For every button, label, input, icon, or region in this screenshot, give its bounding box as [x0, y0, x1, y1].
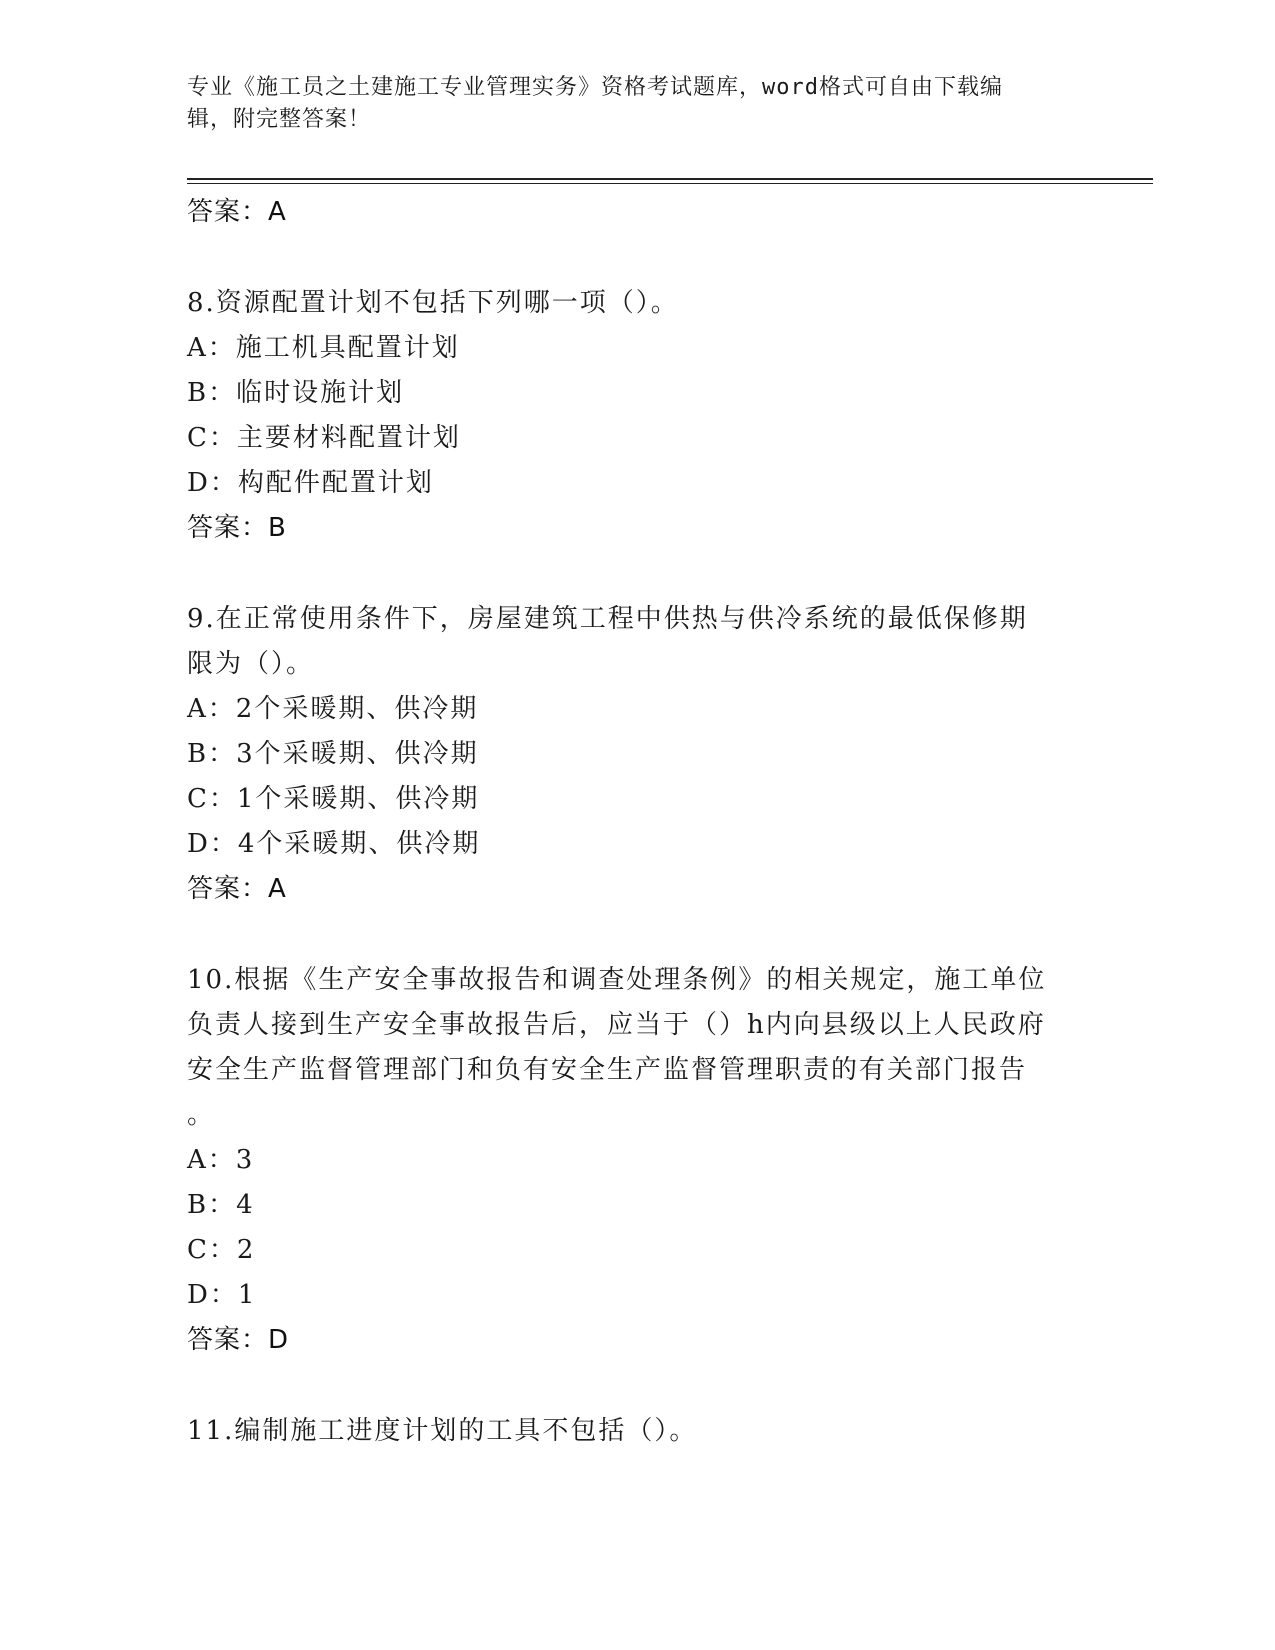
question-list [187, 190, 1087, 1454]
question-10 [187, 958, 1087, 1363]
question-9 [187, 597, 1087, 912]
answer-previous: 答案：A [187, 197, 287, 227]
question-9-stem-line-2: 限为（）。 [187, 649, 315, 679]
question-11 [187, 1409, 1087, 1454]
question-8 [187, 281, 1087, 551]
question-10-answer: 答案：D [187, 1325, 290, 1355]
question-8-option-b: B：临时设施计划 [187, 378, 405, 408]
question-9-option-b: B：3个采暖期、供冷期 [187, 739, 479, 769]
question-10-option-c: C：2 [187, 1235, 256, 1265]
question-10-option-d: D：1 [187, 1280, 257, 1310]
question-8-stem: 8.资源配置计划不包括下列哪一项（）。 [187, 288, 679, 318]
question-9-option-d: D：4个采暖期、供冷期 [187, 829, 481, 859]
question-9-answer: 答案：A [187, 874, 287, 904]
question-8-answer: 答案：B [187, 513, 287, 543]
question-9-option-a: A：2个采暖期、供冷期 [187, 694, 479, 724]
header-rule-thin [187, 183, 1153, 184]
question-10-stem-line-1: 10.根据《生产安全事故报告和调查处理条例》的相关规定，施工单位 [187, 965, 1047, 995]
header-rule-thick [187, 178, 1153, 180]
question-11-stem: 11.编制施工进度计划的工具不包括（）。 [187, 1416, 698, 1446]
question-10-stem-line-3: 安全生产监督管理部门和负有安全生产监督管理职责的有关部门报告 [187, 1055, 1028, 1085]
question-9-stem-line-1: 9.在正常使用条件下，房屋建筑工程中供热与供冷系统的最低保修期 [187, 604, 1028, 634]
question-10-stem-line-2: 负责人接到生产安全事故报告后，应当于（）h内向县级以上人民政府 [187, 1010, 1046, 1040]
document-header [187, 72, 1067, 136]
question-10-stem-line-4: 。 [187, 1100, 216, 1130]
header-line-1: 专业《施工员之土建施工专业管理实务》资格考试题库，word格式可自由下载编 [187, 75, 1003, 100]
question-8-option-c: C：主要材料配置计划 [187, 423, 461, 453]
question-10-option-a: A：3 [187, 1145, 255, 1175]
question-10-option-b: B：4 [187, 1190, 255, 1220]
question-9-option-c: C：1个采暖期、供冷期 [187, 784, 480, 814]
question-8-option-d: D：构配件配置计划 [187, 468, 434, 498]
header-line-2: 辑，附完整答案！ [187, 107, 372, 132]
question-8-option-a: A：施工机具配置计划 [187, 333, 460, 363]
